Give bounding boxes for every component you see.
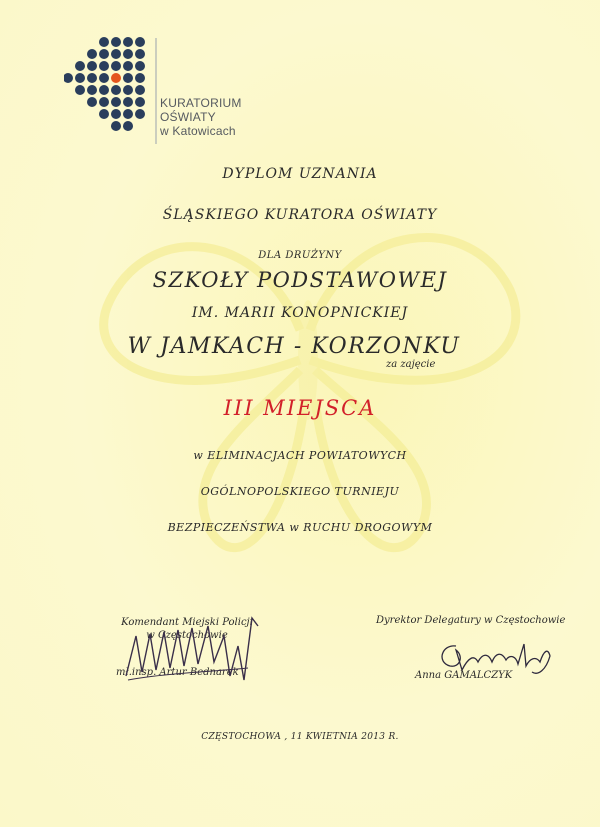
school-name: SZKOŁY PODSTAWOWEJ bbox=[152, 268, 448, 292]
logo-dot bbox=[99, 49, 109, 59]
kuratorium-logo-text bbox=[160, 96, 242, 138]
school-location: W JAMKACH - KORZONKU bbox=[127, 334, 461, 359]
right-handwritten-signature bbox=[434, 636, 554, 680]
logo-dot bbox=[123, 73, 133, 83]
for-team-label: DLA DRUŻYNY bbox=[258, 250, 342, 261]
logo-dot bbox=[123, 49, 133, 59]
event-line-1: w ELIMINACJACH POWIATOWYCH bbox=[193, 449, 407, 462]
logo-dot bbox=[123, 109, 133, 119]
logo-dot bbox=[75, 85, 85, 95]
logo-dot bbox=[123, 97, 133, 107]
logo-dot bbox=[111, 85, 121, 95]
logo-dot bbox=[135, 85, 145, 95]
logo-line-1: KURATORIUM bbox=[160, 96, 242, 110]
school-patron: IM. MARII KONOPNICKIEJ bbox=[191, 305, 409, 321]
logo-dot bbox=[111, 37, 121, 47]
logo-line-2: OŚWIATY bbox=[160, 110, 216, 124]
logo-dot bbox=[111, 49, 121, 59]
place-and-date: CZĘSTOCHOWA , 11 KWIETNIA 2013 R. bbox=[201, 732, 399, 742]
logo-dot bbox=[135, 37, 145, 47]
logo-dot bbox=[87, 73, 97, 83]
logo-dot bbox=[99, 37, 109, 47]
left-title-line-2: w Częstochowie bbox=[146, 630, 228, 641]
logo-dot bbox=[75, 73, 85, 83]
logo-dot bbox=[111, 109, 121, 119]
left-title-line-1: Komendant Miejski Policji bbox=[121, 617, 253, 628]
logo-dot bbox=[111, 97, 121, 107]
logo-dot bbox=[99, 85, 109, 95]
logo-dot bbox=[87, 97, 97, 107]
logo-dot bbox=[99, 97, 109, 107]
logo-dot bbox=[87, 49, 97, 59]
left-signatory-name: mł.insp. Artur Bednarek bbox=[116, 667, 239, 678]
logo-line-3: w Katowicach bbox=[160, 124, 236, 138]
diploma-title: DYPLOM UZNANIA bbox=[222, 166, 378, 182]
logo-dot bbox=[75, 61, 85, 71]
logo-dot bbox=[123, 61, 133, 71]
for-place-label: za zajęcie bbox=[386, 359, 436, 370]
logo-dot bbox=[123, 85, 133, 95]
logo-dot bbox=[99, 61, 109, 71]
logo-dot bbox=[135, 109, 145, 119]
logo-dot bbox=[111, 61, 121, 71]
logo-dot bbox=[64, 73, 73, 83]
logo-dot bbox=[123, 121, 133, 131]
logo-accent-dot bbox=[111, 73, 121, 83]
event-line-2: OGÓLNOPOLSKIEGO TURNIEJU bbox=[200, 485, 400, 498]
logo-dot bbox=[123, 37, 133, 47]
logo-dot bbox=[87, 85, 97, 95]
place-awarded: III MIEJSCA bbox=[223, 396, 377, 420]
logo-dot bbox=[99, 73, 109, 83]
event-line-3: BEZPIECZEŃSTWA w RUCHU DROGOWYM bbox=[167, 521, 433, 534]
logo-dot bbox=[99, 109, 109, 119]
logo-dot bbox=[111, 121, 121, 131]
right-signatory-name: Anna GAMALCZYK bbox=[415, 670, 513, 681]
logo-dot bbox=[135, 61, 145, 71]
left-handwritten-signature bbox=[118, 606, 268, 696]
diploma-issuer: ŚLĄSKIEGO KURATORA OŚWIATY bbox=[162, 207, 438, 223]
logo-dot bbox=[135, 49, 145, 59]
right-signatory-title: Dyrektor Delegatury w Częstochowie bbox=[376, 615, 566, 626]
logo-dot bbox=[135, 73, 145, 83]
logo-dot bbox=[135, 97, 145, 107]
logo-dot bbox=[87, 61, 97, 71]
